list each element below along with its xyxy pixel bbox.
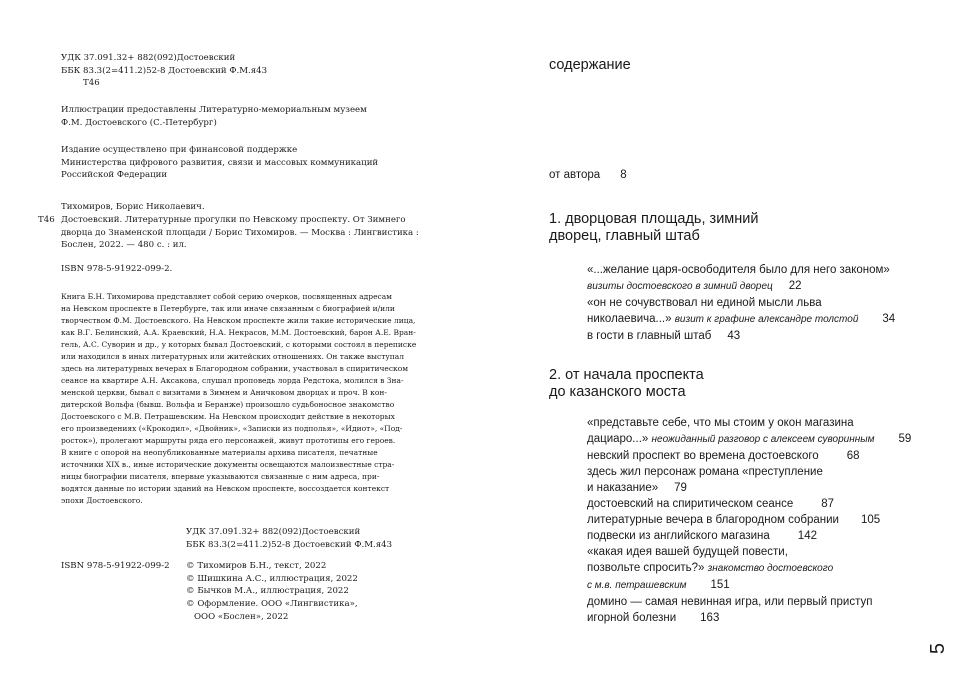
toc-entry: здесь жил персонаж романа «преступление: [587, 466, 823, 478]
toc-entry: литературные вечера в благородном собрании 105: [587, 514, 881, 526]
toc-entry: с м.в. петрашевским 151: [587, 579, 730, 591]
toc-entry: «...желание царя-освободителя было для него законом»: [587, 264, 890, 276]
page-number: 5: [927, 642, 950, 655]
toc-entry: визиты достоевского в зимний дворец 22: [587, 280, 802, 292]
copyright-block: © Тихомиров Б.Н., текст, 2022 © Шишкина А.С., иллюстрация, 2022 © Бычков М.А., иллюстрация, 2022 © Оформление. ООО «Лингвистика», ООО «Бослен», 2022: [186, 561, 358, 622]
toc-entry: невский проспект во времена достоевского 68: [587, 450, 860, 462]
author-line: Тихомиров, Борис Николаевич.: [61, 202, 205, 212]
toc-entry: «он не сочувствовал ни единой мысли льва: [587, 297, 822, 309]
page-title: содержание: [549, 57, 631, 73]
toc-entry: «представьте себе, что мы стоим у окон магазина: [587, 417, 854, 429]
illustrations-credit: Иллюстрации предоставлены Литературно-мемориальным музеем Ф.М. Достоевского (С.-Петербург): [61, 105, 367, 128]
toc-entry: домино — самая невинная игра, или первый приступ: [587, 596, 873, 608]
toc-entry: игорной болезни 163: [587, 612, 720, 624]
isbn-line: ISBN 978-5-91922-099-2.: [61, 264, 173, 274]
support-note: Издание осуществлено при финансовой поддержке Министерства цифрового развития, связи и массовых коммуникаций Российской Федерации: [61, 145, 379, 181]
toc-entry: достоевский на спиритическом сеансе 87: [587, 498, 835, 510]
toc-entry: николаевича...» визит к графине александре толстой 34: [587, 313, 896, 325]
udk-block-bottom: УДК 37.091.32+ 882(092)Достоевский ББК 83.3(2=411.2)52-8 Достоевский Ф.М.я43: [186, 527, 393, 550]
toc-entry: дациаро...» неожиданный разговор с алексеем суворинным 59: [587, 433, 912, 445]
annotation: Книга Б.Н. Тихомирова представляет собой серию очерков, посвященных адресам на Невском проспекте в Петербурге, так или иначе связанным с биографией и/или творчеством Ф.М. Достоевского. На Невском проспекте жили такие исторические лица, как В.Г. Белинский, А.А. Краевский, Н.А. Некрасов, М.М. Достоевский, барон А.Е. Вран- гель, А.С. Суворин и др., у которых бывал Достоевский, с которыми состоял в переписке или находился в иных литературных или житейских отношениях. Он также выступал здесь на литературных вечерах в Благородном собрании, участвовал в спиритическом сеансе на квартире А.Н. Аксакова, слушал проповедь лорда Редстока, молился в Зна- менской церкви, бывал с визитами в Зимнем и Аничковом дворцах и проч. В кон- дитерской Вольфа (бывш. Вольфа и Беранже) произошло судьбоносное знакомство Достоевского с М.В. Петрашевским. На Невском происходит действие в некоторых его произведениях («Крокодил», «Двойник», «Записки из подполья», «Идиот», «Под- росток»), пролегают маршруты ряда его персонажей, живут прототипы его героев. В книге с опорой на неопубликованные материалы архива писателя, печатные источники XIX в., иные исторические документы освещаются малоизвестные стра- ницы биографии писателя, впервые указываются связанные с ним адреса, при- водятся данные по истории зданий на Невском проспекте, воссоздается контекст эпохи Достоевского.: [61, 292, 417, 505]
section2-entries: [587, 415, 911, 626]
udk-block: УДК 37.091.32+ 882(092)Достоевский ББК 83.3(2=411.2)52-8 Достоевский Ф.М.я43 Т46: [61, 53, 268, 89]
toc-entry: и наказание» 79: [587, 482, 687, 494]
toc-entry: позвольте спросить?» знакомство достоевского: [587, 562, 834, 574]
bibliographic-entry: Достоевский. Литературные прогулки по Невскому проспекту. От Зимнего дворца до Знаменской площади / Борис Тихомиров. — Москва : Лингвистика : Бослен, 2022. — 480 с. : ил.: [61, 215, 419, 251]
toc-entry: «какая идея вашей будущей повести,: [587, 546, 788, 558]
section1-entries: [587, 262, 895, 344]
section1-heading: 1. дворцовая площадь, зимний дворец, главный штаб: [549, 211, 759, 244]
t46-mark: Т46: [38, 215, 55, 225]
toc-entry: подвески из английского магазина 142: [587, 530, 817, 542]
toc-entry: в гости в главный штаб 43: [587, 330, 741, 342]
section2-heading: 2. от начала проспекта до казанского моста: [549, 367, 704, 400]
isbn-bottom: ISBN 978-5-91922-099-2: [61, 561, 170, 571]
toc-from-author: от автора 8: [549, 169, 627, 181]
